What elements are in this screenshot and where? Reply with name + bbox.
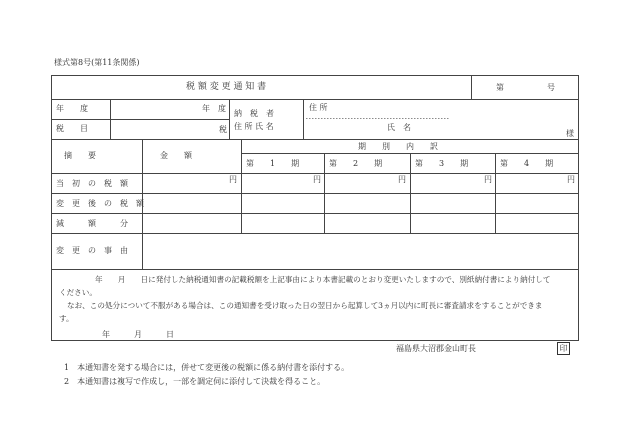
sama-label: 様 <box>566 129 574 138</box>
notice-line-1: 年 月 日に発付した納税通知書の記載税額を上記事由により本書記載のとおり変更いたしますので、別紙納付書により納付して <box>95 275 551 284</box>
nozeisha-label: 納 税 者 <box>234 109 274 118</box>
notice-line-3: なお、この処分について不服がある場合は、この通知書を受け取った日の翌日から起算して3ヵ月以内に町長に審査請求をすることができま <box>67 301 543 310</box>
footnote-2: 2 本通知書は複写で作成し，一部を調定伺に添付して決裁を得ること。 <box>64 377 326 386</box>
yen-unit: 円 <box>567 175 575 184</box>
issuer-name: 福島県大沼郡金山町長 <box>396 344 476 353</box>
name-label: 氏 名 <box>387 123 411 132</box>
zeimoku-value: 税 <box>219 125 227 134</box>
yen-unit: 円 <box>229 175 237 184</box>
address-label: 住 所 <box>309 103 328 112</box>
row-label-reduction: 減 額 分 <box>56 219 128 228</box>
period-3-header: 第 3 期 <box>415 159 469 168</box>
yen-unit: 円 <box>398 175 406 184</box>
notice-date: 年 月 日 <box>102 330 174 339</box>
form-number: 様式第8号(第11条関係) <box>54 58 140 67</box>
tekiyo-header: 摘 要 <box>64 151 96 160</box>
row-label-changed: 変 更 後 の 税 額 <box>56 199 144 208</box>
title-text: 税 額 変 更 通 知 書 <box>186 82 267 92</box>
seal-stamp: 印 <box>557 342 570 355</box>
period-1-header: 第 1 期 <box>246 159 300 168</box>
notice-line-2: ください。 <box>59 288 97 297</box>
kingaku-header: 金 額 <box>160 151 192 160</box>
period-4-header: 第 4 期 <box>500 159 554 168</box>
nendo-value: 年 度 <box>202 104 226 113</box>
title-go: 号 <box>547 83 555 92</box>
period-2-header: 第 2 期 <box>329 159 383 168</box>
kibetsu-header: 期 別 内 訳 <box>358 142 438 151</box>
yen-unit: 円 <box>313 175 321 184</box>
footnote-1: 1 本通知書を発する場合には，併せて変更後の税額に係る納付書を添付する。 <box>64 363 350 372</box>
yen-unit: 円 <box>484 175 492 184</box>
zeimoku-label: 税 目 <box>56 124 88 133</box>
nendo-label: 年 度 <box>56 104 88 113</box>
title-dai: 第 <box>496 83 504 92</box>
notice-line-4: す。 <box>59 314 74 323</box>
row-label-initial: 当 初 の 税 額 <box>56 179 128 188</box>
jusho-shimei-label: 住 所 氏 名 <box>234 122 274 131</box>
reason-label: 変 更 の 事 由 <box>56 246 128 255</box>
